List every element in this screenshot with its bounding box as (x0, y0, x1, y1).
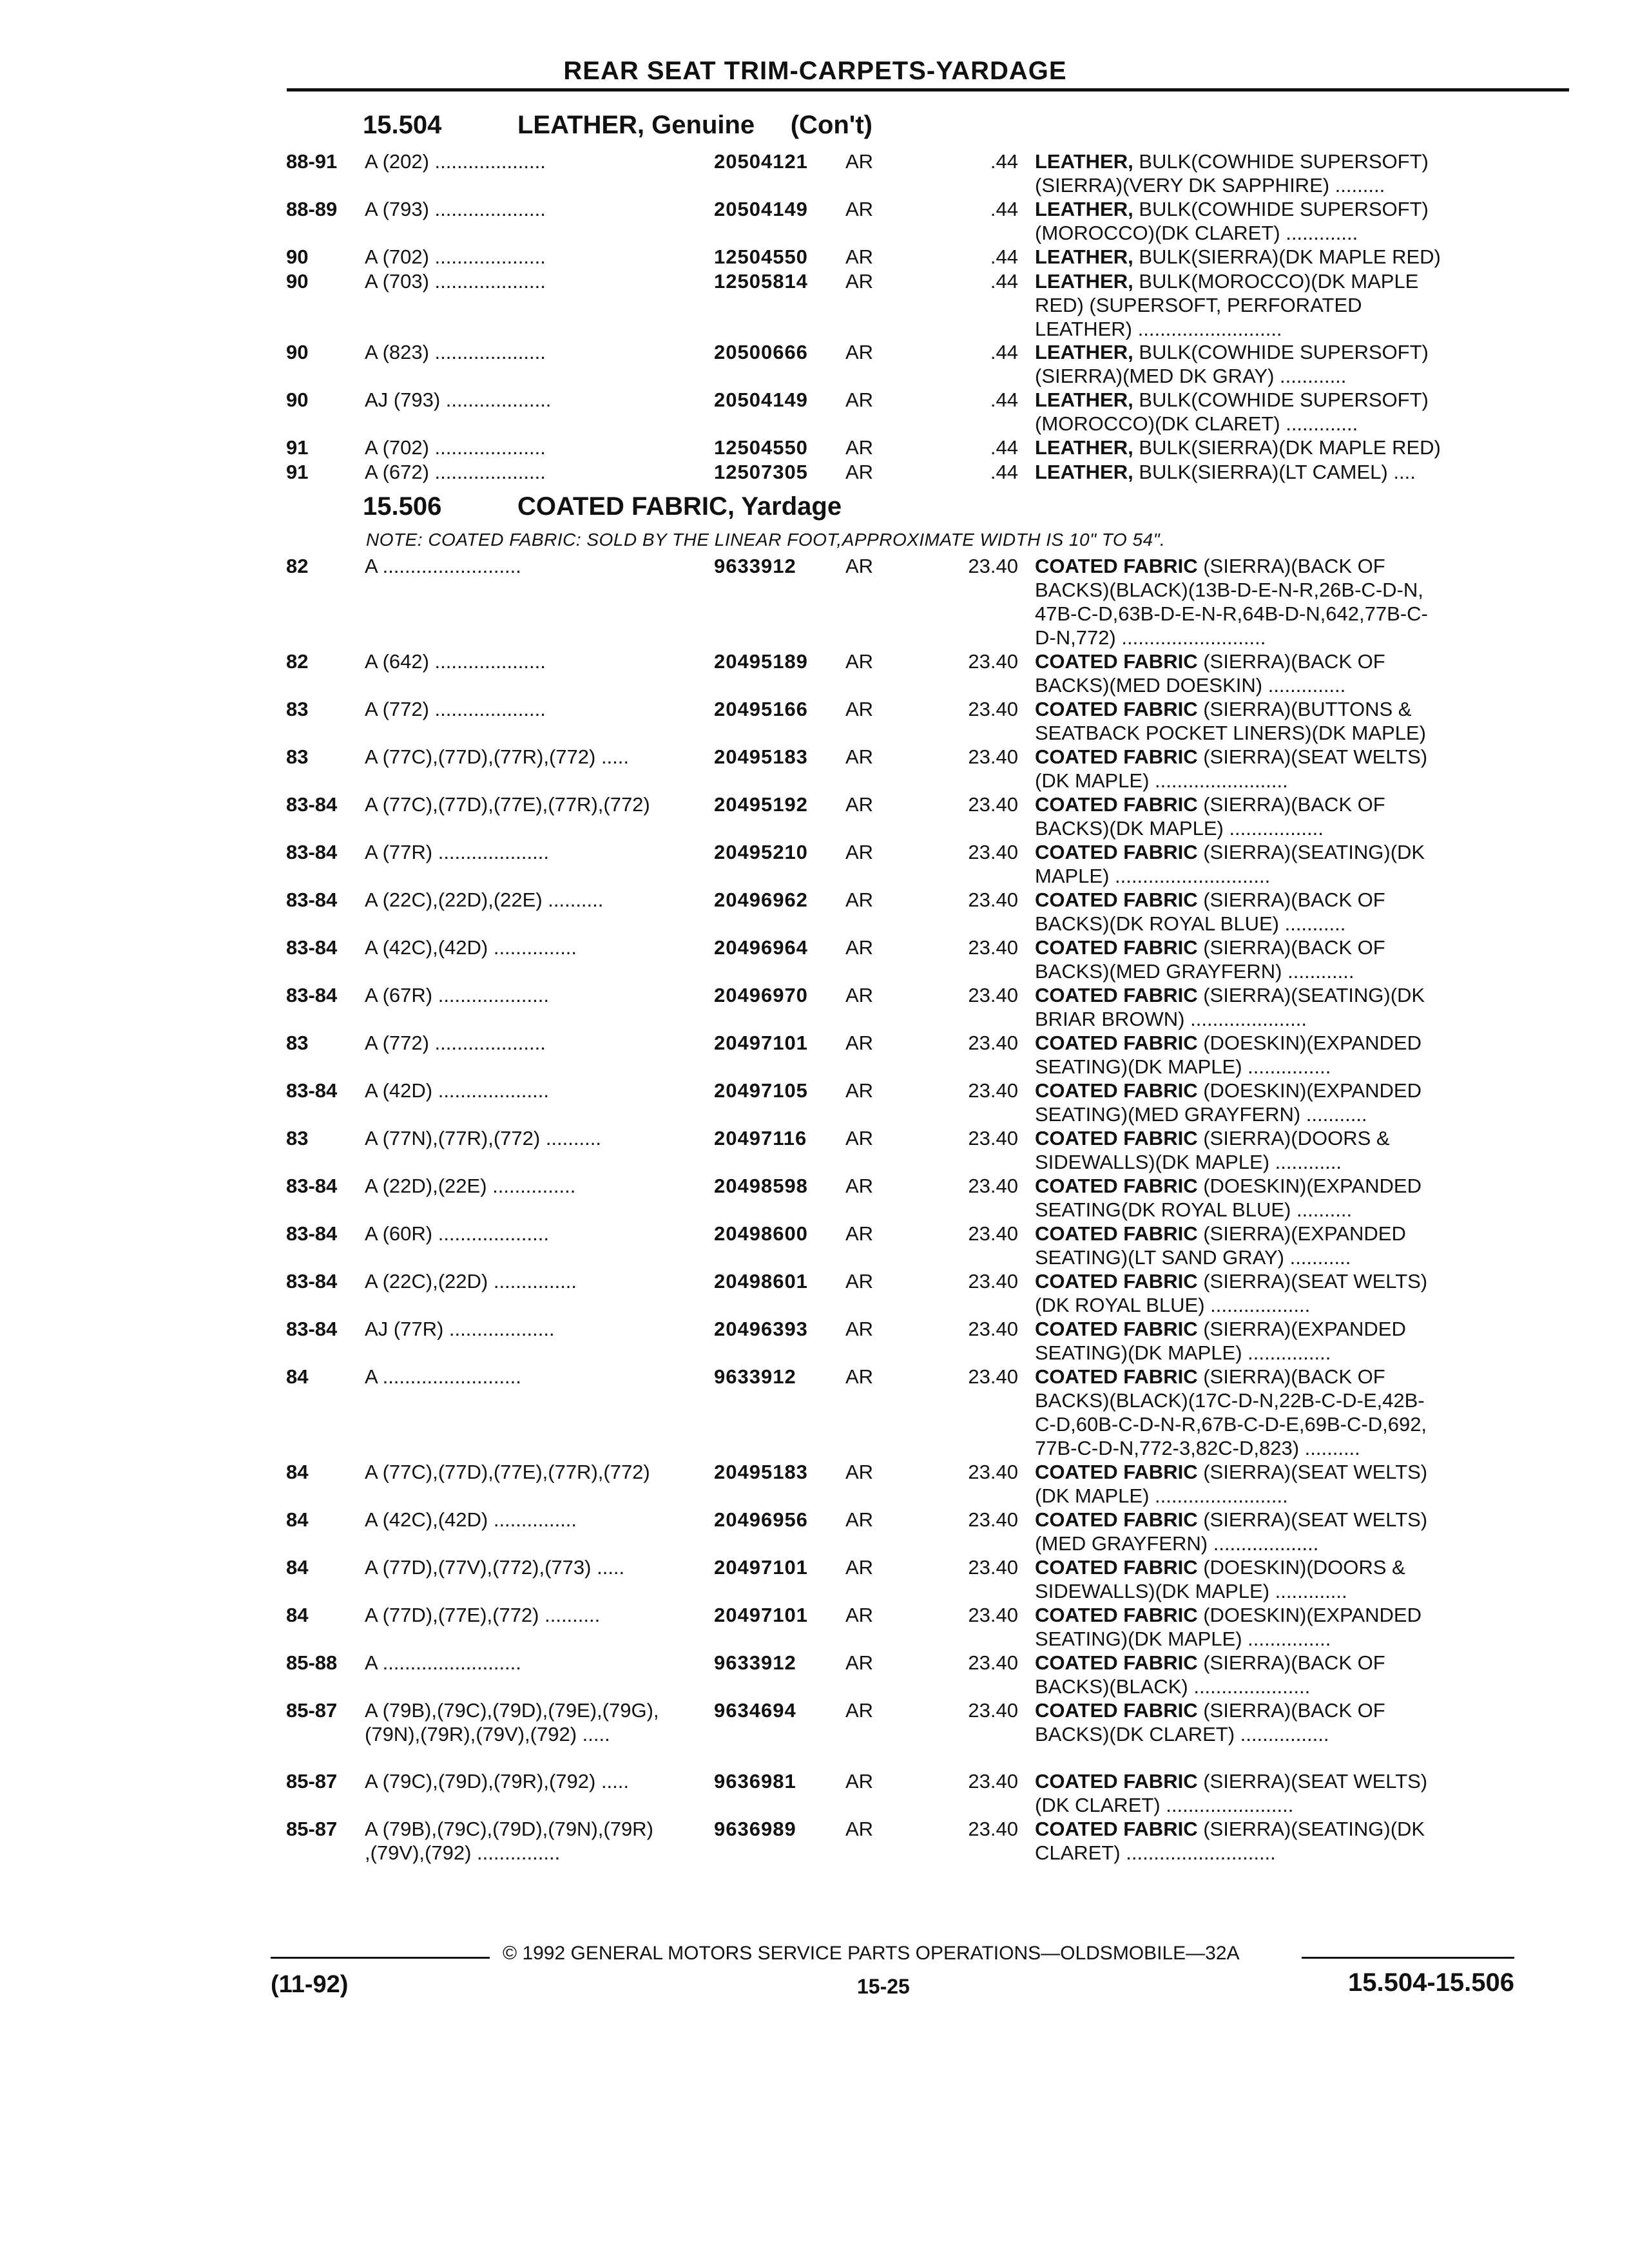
model-codes: A (77C),(77D),(77E),(77R),(772) (365, 1461, 650, 1483)
part-keyword: LEATHER, (1035, 245, 1133, 268)
model-codes: A (77D),(77E),(772) .......... (365, 1604, 601, 1626)
part-keyword: COATED FABRIC (1035, 1604, 1198, 1626)
part-description-text: (SIERRA)(SEATING)(DK BRIAR BROWN) ..................... (1035, 984, 1425, 1030)
price: .44 (990, 389, 1018, 411)
footer-section-range: 15.504-15.506 (1347, 1968, 1514, 1997)
part-description (1035, 745, 1512, 793)
part-keyword: LEATHER, (1035, 198, 1133, 220)
part-description (1035, 340, 1512, 388)
quantity-code: AR (845, 1175, 874, 1197)
part-keyword: COATED FABRIC (1035, 1222, 1198, 1245)
quantity-code: AR (845, 1222, 874, 1245)
part-number: 20498601 (714, 1270, 808, 1293)
part-description (1035, 245, 1512, 269)
part-number: 20496970 (714, 984, 808, 1006)
part-description-text: (SIERRA)(SEAT WELTS) (DK ROYAL BLUE) .................. (1035, 1270, 1428, 1316)
model-codes: A (77R) .................... (365, 841, 549, 863)
part-description (1035, 1174, 1512, 1222)
part-keyword: COATED FABRIC (1035, 889, 1198, 911)
part-keyword: COATED FABRIC (1035, 1461, 1198, 1483)
footer-page-number: 15-25 (857, 1975, 910, 1998)
part-number: 20498598 (714, 1175, 808, 1197)
quantity-code: AR (845, 984, 874, 1006)
price: .44 (990, 436, 1018, 459)
model-year: 84 (286, 1365, 309, 1388)
page-footer (271, 1943, 1514, 2046)
section-heading: LEATHER, Genuine (Con't) (517, 111, 872, 139)
part-description (1035, 1769, 1512, 1817)
model-codes: A ......................... (365, 1651, 521, 1674)
part-keyword: COATED FABRIC (1035, 698, 1198, 720)
price: 23.40 (968, 698, 1018, 720)
part-number: 9633912 (714, 1651, 796, 1674)
part-number: 12504550 (714, 436, 808, 459)
quantity-code: AR (845, 436, 874, 459)
model-codes: A (77C),(77D),(77R),(772) ..... (365, 745, 630, 768)
part-description (1035, 197, 1512, 245)
model-codes: A (42C),(42D) ............... (365, 1508, 577, 1531)
part-description (1035, 1508, 1512, 1555)
model-codes: A (702) .................... (365, 436, 546, 459)
part-number: 9634694 (714, 1699, 796, 1722)
model-year: 83-84 (286, 889, 338, 911)
model-year: 90 (286, 341, 309, 363)
part-description (1035, 936, 1512, 983)
quantity-code: AR (845, 555, 874, 577)
part-description-text: (DOESKIN)(EXPANDED SEATING(DK ROYAL BLUE) .......... (1035, 1175, 1422, 1221)
part-keyword: LEATHER, (1035, 461, 1133, 483)
model-year: 83-84 (286, 841, 338, 863)
price: 23.40 (968, 1032, 1018, 1054)
quantity-code: AR (845, 698, 874, 720)
model-codes: A (793) .................... (365, 198, 546, 220)
price: 23.40 (968, 1365, 1018, 1388)
price: .44 (990, 150, 1018, 173)
part-description-text: (SIERRA)(SEAT WELTS) (DK CLARET) ....................... (1035, 1770, 1428, 1816)
quantity-code: AR (845, 1818, 874, 1840)
model-codes: A (77C),(77D),(77E),(77R),(772) (365, 793, 650, 816)
model-codes: A (22C),(22D) ............... (365, 1270, 577, 1293)
model-codes: A (79B),(79C),(79D),(79N),(79R) ,(79V),(792) ............... (365, 1818, 653, 1864)
part-description-text: BULK(COWHIDE SUPERSOFT) (SIERRA)(MED DK GRAY) ............ (1035, 341, 1429, 387)
model-year: 90 (286, 389, 309, 411)
part-description-text: (SIERRA)(BACK OF BACKS)(BLACK) ..................... (1035, 1651, 1385, 1698)
part-description (1035, 649, 1512, 697)
part-keyword: COATED FABRIC (1035, 841, 1198, 863)
price: 23.40 (968, 936, 1018, 959)
model-year: 84 (286, 1556, 309, 1579)
section-heading: COATED FABRIC, Yardage (517, 492, 842, 521)
part-description-text: (SIERRA)(BACK OF BACKS)(MED DOESKIN) .............. (1035, 650, 1385, 697)
price: 23.40 (968, 1079, 1018, 1102)
model-year: 84 (286, 1604, 309, 1626)
quantity-code: AR (845, 1770, 874, 1792)
part-keyword: COATED FABRIC (1035, 1079, 1198, 1102)
model-year: 83-84 (286, 1270, 338, 1293)
part-description (1035, 697, 1512, 745)
quantity-code: AR (845, 1079, 874, 1102)
price: 23.40 (968, 793, 1018, 816)
model-year: 83-84 (286, 1318, 338, 1340)
page-title: REAR SEAT TRIM-CARPETS-YARDAGE (563, 57, 1067, 85)
quantity-code: AR (845, 793, 874, 816)
model-codes: A (22D),(22E) ............... (365, 1175, 576, 1197)
part-description (1035, 269, 1512, 341)
part-number: 20504149 (714, 198, 808, 220)
price: 23.40 (968, 1222, 1018, 1245)
part-description-text: (DOESKIN)(EXPANDED SEATING)(DK MAPLE) ............... (1035, 1604, 1422, 1650)
part-description-text: (DOESKIN)(DOORS & SIDEWALLS)(DK MAPLE) ............. (1035, 1556, 1405, 1602)
part-description-text: (SIERRA)(BACK OF BACKS)(BLACK)(13B-D-E-N-R,26B-C-D-N, 47B-C-D,63B-D-E-N-R,64B-D-N,642,77B-C- D-N,772) .......................... (1035, 555, 1428, 649)
part-description-text: (SIERRA)(BACK OF BACKS)(BLACK)(17C-D-N,22B-C-D-E,42B- C-D,60B-C-D-N-R,67B-C-D-E,69B-C-D,692, 77B-C-D-N,772-3,82C-D,823) .......... (1035, 1365, 1427, 1459)
footer-date: (11-92) (271, 1971, 349, 1998)
model-year: 83 (286, 698, 309, 720)
part-keyword: COATED FABRIC (1035, 1770, 1198, 1792)
model-codes: A (77N),(77R),(772) .......... (365, 1127, 601, 1149)
model-year: 91 (286, 436, 309, 459)
model-codes: A ......................... (365, 1365, 521, 1388)
part-description-text: BULK(SIERRA)(DK MAPLE RED) (1133, 436, 1441, 459)
quantity-code: AR (845, 1651, 874, 1674)
part-number: 20496956 (714, 1508, 808, 1531)
part-number: 20497101 (714, 1604, 808, 1626)
part-description (1035, 460, 1512, 484)
part-description-text: BULK(MOROCCO)(DK MAPLE RED) (SUPERSOFT, PERFORATED LEATHER) .......................... (1035, 270, 1419, 340)
model-year: 82 (286, 650, 309, 673)
footer-rule-left (271, 1957, 490, 1959)
part-keyword: COATED FABRIC (1035, 1365, 1198, 1388)
price: .44 (990, 461, 1018, 483)
quantity-code: AR (845, 1461, 874, 1483)
part-description-text: (SIERRA)(EXPANDED SEATING)(DK MAPLE) ............... (1035, 1318, 1406, 1364)
quantity-code: AR (845, 245, 874, 268)
part-number: 20497105 (714, 1079, 808, 1102)
part-number: 9633912 (714, 1365, 796, 1388)
part-keyword: COATED FABRIC (1035, 1270, 1198, 1293)
part-number: 9636981 (714, 1770, 796, 1792)
quantity-code: AR (845, 1508, 874, 1531)
part-description-text: BULK(COWHIDE SUPERSOFT) (SIERRA)(VERY DK SAPPHIRE) ......... (1035, 150, 1429, 197)
quantity-code: AR (845, 1270, 874, 1293)
model-codes: A (202) .................... (365, 150, 546, 173)
part-keyword: COATED FABRIC (1035, 1318, 1198, 1340)
part-keyword: COATED FABRIC (1035, 1699, 1198, 1722)
part-description-text: (SIERRA)(BACK OF BACKS)(DK CLARET) ................ (1035, 1699, 1385, 1745)
part-description-text: BULK(SIERRA)(DK MAPLE RED) (1133, 245, 1441, 268)
price: .44 (990, 270, 1018, 293)
part-number: 12505814 (714, 270, 808, 293)
price: 23.40 (968, 841, 1018, 863)
part-number: 12507305 (714, 461, 808, 483)
part-description-text: (SIERRA)(SEATING)(DK MAPLE) ............................ (1035, 841, 1425, 887)
part-description (1035, 1222, 1512, 1269)
part-description (1035, 1079, 1512, 1126)
part-description (1035, 436, 1512, 459)
section-number: 15.504 (363, 111, 442, 139)
part-number: 9633912 (714, 555, 796, 577)
part-keyword: COATED FABRIC (1035, 1556, 1198, 1579)
quantity-code: AR (845, 389, 874, 411)
part-description-text: (SIERRA)(SEAT WELTS) (DK MAPLE) ........................ (1035, 1461, 1428, 1507)
part-description-text: (SIERRA)(DOORS & SIDEWALLS)(DK MAPLE) ............ (1035, 1127, 1390, 1173)
quantity-code: AR (845, 745, 874, 768)
price: 23.40 (968, 1604, 1018, 1626)
part-description (1035, 1817, 1512, 1865)
part-keyword: LEATHER, (1035, 436, 1133, 459)
model-codes: A (703) .................... (365, 270, 546, 293)
part-keyword: LEATHER, (1035, 150, 1133, 173)
part-number: 20495192 (714, 793, 808, 816)
part-number: 12504550 (714, 245, 808, 268)
quantity-code: AR (845, 1556, 874, 1579)
part-description (1035, 1698, 1512, 1746)
model-codes: A (642) .................... (365, 650, 546, 673)
price: 23.40 (968, 650, 1018, 673)
model-year: 83-84 (286, 1222, 338, 1245)
model-year: 83-84 (286, 984, 338, 1006)
model-year: 85-87 (286, 1818, 338, 1840)
section-title (363, 111, 872, 140)
part-description (1035, 1555, 1512, 1603)
part-number: 20504121 (714, 150, 808, 173)
part-number: 20500666 (714, 341, 808, 363)
part-description (1035, 888, 1512, 936)
part-description (1035, 1460, 1512, 1508)
page-header (287, 57, 1569, 91)
part-keyword: COATED FABRIC (1035, 1818, 1198, 1840)
model-codes: A (772) .................... (365, 698, 546, 720)
part-number: 20497101 (714, 1556, 808, 1579)
price: 23.40 (968, 984, 1018, 1006)
part-description-text: (SIERRA)(SEAT WELTS) (DK MAPLE) ........................ (1035, 745, 1428, 792)
part-number: 20497116 (714, 1127, 807, 1149)
part-keyword: COATED FABRIC (1035, 936, 1198, 959)
quantity-code: AR (845, 841, 874, 863)
model-codes: A (702) .................... (365, 245, 546, 268)
part-description-text: (SIERRA)(SEATING)(DK CLARET) ........................... (1035, 1818, 1425, 1864)
part-description-text: BULK(SIERRA)(LT CAMEL) .... (1133, 461, 1416, 483)
part-number: 20495189 (714, 650, 808, 673)
model-year: 83-84 (286, 1175, 338, 1197)
model-codes: AJ (77R) ................... (365, 1318, 555, 1340)
part-description-text: (SIERRA)(SEAT WELTS) (MED GRAYFERN) ................... (1035, 1508, 1428, 1555)
price: 23.40 (968, 1175, 1018, 1197)
part-description-text: (SIERRA)(EXPANDED SEATING)(LT SAND GRAY) ........... (1035, 1222, 1406, 1269)
part-keyword: LEATHER, (1035, 389, 1133, 411)
model-codes: A (67R) .................... (365, 984, 549, 1006)
part-description (1035, 793, 1512, 840)
price: 23.40 (968, 889, 1018, 911)
quantity-code: AR (845, 341, 874, 363)
price: .44 (990, 198, 1018, 220)
part-description (1035, 840, 1512, 888)
footer-rule-right (1302, 1957, 1514, 1959)
quantity-code: AR (845, 1127, 874, 1149)
price: .44 (990, 341, 1018, 363)
model-codes: A (42D) .................... (365, 1079, 549, 1102)
model-codes: A (22C),(22D),(22E) .......... (365, 889, 604, 911)
price: .44 (990, 245, 1018, 268)
part-description (1035, 1269, 1512, 1317)
part-number: 20496393 (714, 1318, 808, 1340)
quantity-code: AR (845, 198, 874, 220)
price: 23.40 (968, 1699, 1018, 1722)
quantity-code: AR (845, 270, 874, 293)
part-description-text: (SIERRA)(BACK OF BACKS)(MED GRAYFERN) ............ (1035, 936, 1385, 983)
part-number: 20495166 (714, 698, 808, 720)
price: 23.40 (968, 1318, 1018, 1340)
quantity-code: AR (845, 150, 874, 173)
model-codes: A (823) .................... (365, 341, 546, 363)
price: 23.40 (968, 1127, 1018, 1149)
model-year: 83-84 (286, 1079, 338, 1102)
price: 23.40 (968, 1556, 1018, 1579)
price: 23.40 (968, 1270, 1018, 1293)
quantity-code: AR (845, 1032, 874, 1054)
part-keyword: COATED FABRIC (1035, 1175, 1198, 1197)
part-description-text: BULK(COWHIDE SUPERSOFT) (MOROCCO)(DK CLARET) ............. (1035, 198, 1429, 244)
price: 23.40 (968, 1508, 1018, 1531)
section-note: NOTE: COATED FABRIC: SOLD BY THE LINEAR FOOT,APPROXIMATE WIDTH IS 10" TO 54". (366, 530, 1166, 550)
model-codes: A (79B),(79C),(79D),(79E),(79G), (79N),(79R),(79V),(792) ..... (365, 1699, 659, 1745)
part-number: 20504149 (714, 389, 808, 411)
model-year: 85-88 (286, 1651, 338, 1674)
price: 23.40 (968, 1651, 1018, 1674)
part-description (1035, 1603, 1512, 1651)
quantity-code: AR (845, 936, 874, 959)
quantity-code: AR (845, 650, 874, 673)
quantity-code: AR (845, 1365, 874, 1388)
part-keyword: COATED FABRIC (1035, 1127, 1198, 1149)
model-codes: A (79C),(79D),(79R),(792) ..... (365, 1770, 630, 1792)
part-keyword: COATED FABRIC (1035, 1032, 1198, 1054)
part-number: 20495210 (714, 841, 808, 863)
model-year: 90 (286, 270, 309, 293)
model-codes: A ......................... (365, 555, 521, 577)
part-description (1035, 149, 1512, 197)
model-year: 82 (286, 555, 309, 577)
part-number: 20497101 (714, 1032, 808, 1054)
part-keyword: COATED FABRIC (1035, 745, 1198, 768)
part-description-text: (DOESKIN)(EXPANDED SEATING)(DK MAPLE) ............... (1035, 1032, 1422, 1078)
part-description (1035, 1365, 1512, 1460)
part-number: 20496962 (714, 889, 808, 911)
part-keyword: COATED FABRIC (1035, 793, 1198, 816)
section-title (363, 492, 842, 521)
part-keyword: COATED FABRIC (1035, 650, 1198, 673)
part-description-text: (SIERRA)(BACK OF BACKS)(DK ROYAL BLUE) ........... (1035, 889, 1385, 935)
model-year: 91 (286, 461, 309, 483)
model-year: 83 (286, 1127, 309, 1149)
part-description-text: (SIERRA)(BACK OF BACKS)(DK MAPLE) ................. (1035, 793, 1385, 840)
part-keyword: COATED FABRIC (1035, 1508, 1198, 1531)
model-year: 83 (286, 745, 309, 768)
quantity-code: AR (845, 461, 874, 483)
price: 23.40 (968, 555, 1018, 577)
footer-copyright: © 1992 GENERAL MOTORS SERVICE PARTS OPERATIONS—OLDSMOBILE—32A (503, 1943, 1240, 1964)
part-description (1035, 1651, 1512, 1698)
model-year: 83 (286, 1032, 309, 1054)
part-description-text: BULK(COWHIDE SUPERSOFT) (MOROCCO)(DK CLARET) ............. (1035, 389, 1429, 435)
model-year: 88-89 (286, 198, 338, 220)
part-description (1035, 983, 1512, 1031)
model-codes: A (42C),(42D) ............... (365, 936, 577, 959)
model-year: 88-91 (286, 150, 338, 173)
part-number: 20498600 (714, 1222, 808, 1245)
model-year: 84 (286, 1508, 309, 1531)
model-codes: A (60R) .................... (365, 1222, 549, 1245)
model-year: 85-87 (286, 1770, 338, 1792)
model-year: 85-87 (286, 1699, 338, 1722)
part-number: 20496964 (714, 936, 808, 959)
quantity-code: AR (845, 1699, 874, 1722)
price: 23.40 (968, 1461, 1018, 1483)
quantity-code: AR (845, 1604, 874, 1626)
part-description-text: (SIERRA)(BUTTONS & SEATBACK POCKET LINERS)(DK MAPLE) (1035, 698, 1426, 744)
model-codes: A (672) .................... (365, 461, 546, 483)
part-keyword: COATED FABRIC (1035, 984, 1198, 1006)
part-description (1035, 1317, 1512, 1365)
model-codes: A (772) .................... (365, 1032, 546, 1054)
part-number: 9636989 (714, 1818, 796, 1840)
model-codes: A (77D),(77V),(772),(773) ..... (365, 1556, 625, 1579)
part-description (1035, 1126, 1512, 1174)
part-number: 20495183 (714, 1461, 808, 1483)
quantity-code: AR (845, 889, 874, 911)
model-year: 90 (286, 245, 309, 268)
price: 23.40 (968, 1770, 1018, 1792)
model-year: 83-84 (286, 793, 338, 816)
part-number: 20495183 (714, 745, 808, 768)
quantity-code: AR (845, 1318, 874, 1340)
model-year: 84 (286, 1461, 309, 1483)
section-number: 15.506 (363, 492, 442, 521)
part-description (1035, 554, 1512, 649)
part-description-text: (DOESKIN)(EXPANDED SEATING)(MED GRAYFERN) ........... (1035, 1079, 1422, 1126)
price: 23.40 (968, 1818, 1018, 1840)
price: 23.40 (968, 745, 1018, 768)
part-description (1035, 1031, 1512, 1079)
part-keyword: LEATHER, (1035, 341, 1133, 363)
part-keyword: LEATHER, (1035, 270, 1133, 293)
model-year: 83-84 (286, 936, 338, 959)
model-codes: AJ (793) ................... (365, 389, 552, 411)
part-keyword: COATED FABRIC (1035, 555, 1198, 577)
part-keyword: COATED FABRIC (1035, 1651, 1198, 1674)
part-description (1035, 388, 1512, 436)
